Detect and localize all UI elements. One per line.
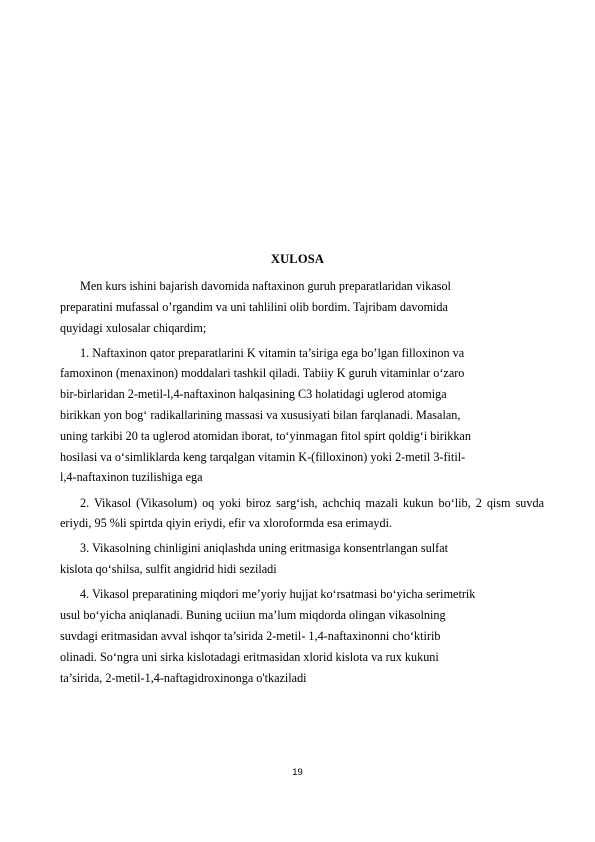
- conclusion-item-3: [60, 538, 544, 580]
- text-line: ta’sirida, 2-metil-1,4-naftagidroxinonga o'tkaziladi: [60, 670, 307, 685]
- text-line: 1. Naftaxinon qator preparatlarini K vitamin ta’siriga ega bo’lgan filloxinon va: [80, 345, 465, 360]
- text-line: famoxinon (menaxinon) moddalari tashkil qiladi. Tabiiy K guruh vitaminlar o‘zaro: [60, 366, 465, 381]
- text-line: preparatini mufassal o’rgandim va uni tahlilini olib bordim. Tajribam davomida: [60, 299, 448, 314]
- conclusion-item-1: [60, 343, 544, 489]
- intro-paragraph: [60, 276, 544, 338]
- section-heading: XULOSA: [270, 252, 325, 266]
- text-line: 3. Vikasolning chinligini aniqlashda uning eritmasiga konsentrlangan sulfat: [80, 541, 448, 556]
- body-text: [60, 276, 544, 693]
- text-line: kislota qo‘shilsa, sulfit angidrid hidi seziladi: [60, 562, 277, 577]
- text-line: quyidagi xulosalar chiqardim;: [60, 320, 207, 335]
- text-line: suvdagi eritmasidan avval ishqor ta’sirida 2-metil- 1,4-naftaxinonni cho‘ktirib: [60, 628, 441, 643]
- text-line: bir-birlaridan 2-metil-l,4-naftaxinon halqasining C3 holatidagi uglerod atomiga: [60, 387, 447, 402]
- text-line: Men kurs ishini bajarish davomida naftaxinon guruh preparatlaridan vikasol: [80, 279, 451, 293]
- text-line: hosilasi va o‘simliklarda keng tarqalgan vitamin K-(filloxinon) yoki 2-metil 3-fitil-: [60, 449, 466, 464]
- page-number: 19: [292, 767, 303, 778]
- text-line: usul bo‘yicha aniqlanadi. Buning uciiun ma’lum miqdorda olingan vikasolning: [60, 608, 446, 623]
- text-line: olinadi. So‘ngra uni sirka kislotadagi eritmasidan xlorid kislota va rux kukuni: [60, 649, 439, 664]
- text-line: birikkan yon bog‘ radikallarining massasi va xususiyati bilan farqlanadi. Masalan,: [60, 408, 461, 423]
- text-line: 4. Vikasol preparatining miqdori me’yoriy hujjat ko‘rsatmasi bo‘yicha serimetrik: [80, 587, 476, 602]
- conclusion-item-4: [60, 584, 544, 688]
- text-line: uning tarkibi 20 ta uglerod atomidan iborat, to‘yinmagan fitol spirt qoldig‘i birikkan: [60, 428, 471, 443]
- conclusion-item-2: 2. Vikasol (Vikasolum) oq yoki biroz sarg‘ish, achchiq mazali kukun bo‘lib, 2 qism suvda eriydi, 95 %li spirtda qiyin eriydi, efir va xloroformda esa erimaydi.: [60, 495, 544, 531]
- text-line: l,4-naftaxinon tuzilishiga ega: [60, 470, 203, 485]
